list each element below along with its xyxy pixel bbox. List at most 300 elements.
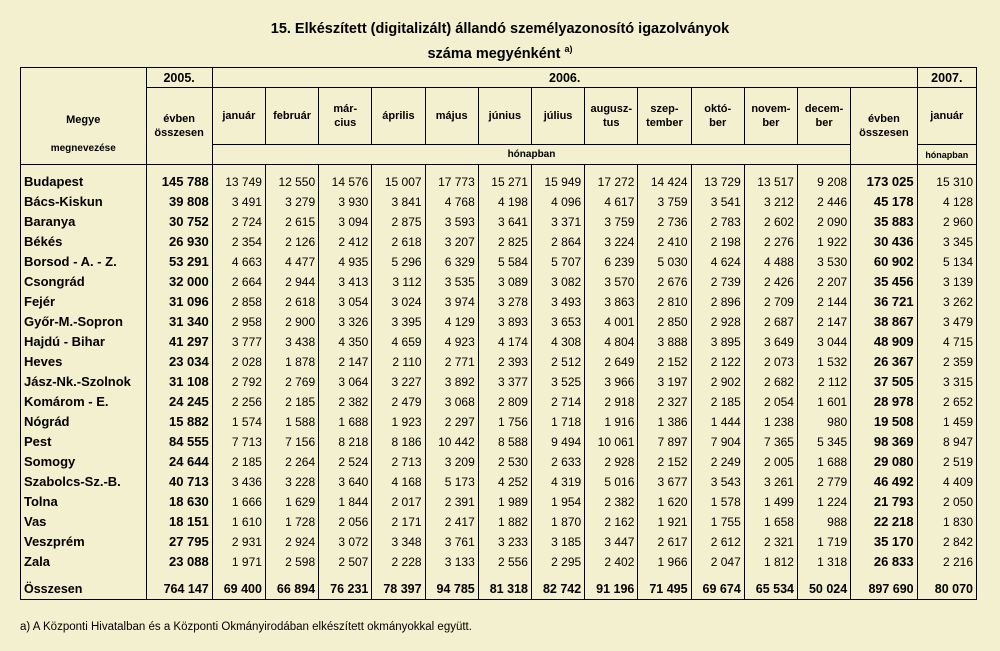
table-cell: 4 624 <box>710 255 741 269</box>
month-column <box>638 165 691 600</box>
table-cell: 2 276 <box>763 235 794 249</box>
table-cell: 30 436 <box>873 234 914 249</box>
table-cell: 1 574 <box>231 415 262 429</box>
table-cell: 9 494 <box>551 435 582 449</box>
table-cell: 2 713 <box>391 455 422 469</box>
table-cell: 2 382 <box>338 395 369 409</box>
table-cell: 3 653 <box>551 315 582 329</box>
table-cell: 18 151 <box>168 514 209 529</box>
table-cell: 2 958 <box>231 315 262 329</box>
table-cell: 3 377 <box>497 375 528 389</box>
table-cell: 3 094 <box>338 215 369 229</box>
table-cell: 2 144 <box>817 295 848 309</box>
table-cell: 2 110 <box>392 355 422 369</box>
table-cell: 2 736 <box>657 215 688 229</box>
month-header: már- cius <box>319 88 372 145</box>
table-cell: Baranya <box>24 214 76 229</box>
year-2006-header: 2006. <box>212 68 917 88</box>
table-cell: 22 218 <box>873 514 914 529</box>
table-cell: 4 308 <box>551 335 582 349</box>
table-cell: 2 810 <box>657 295 688 309</box>
table-cell: 2 297 <box>444 415 475 429</box>
month-column <box>265 165 318 600</box>
table-cell: 2 687 <box>763 315 794 329</box>
table-cell: 3 777 <box>231 335 262 349</box>
table-cell: 4 168 <box>391 475 422 489</box>
table-cell: 2 126 <box>285 235 316 249</box>
table-cell: 3 345 <box>942 235 973 249</box>
month-header: február <box>265 88 318 145</box>
table-cell: Pest <box>24 434 52 449</box>
table-cell: 3 227 <box>391 375 422 389</box>
table-cell: 1 989 <box>497 495 528 509</box>
table-cell: 2 931 <box>231 535 262 549</box>
table-cell: 4 715 <box>942 335 973 349</box>
table-cell: 1 688 <box>817 455 848 469</box>
table-cell: 3 197 <box>657 375 688 389</box>
table-cell: 17 272 <box>597 175 635 189</box>
table-cell: 2 507 <box>338 555 369 569</box>
total-cell: 91 196 <box>596 582 635 596</box>
table-cell: 45 178 <box>873 194 914 209</box>
table-cell: 145 788 <box>161 174 209 189</box>
table-cell: 2 228 <box>391 555 422 569</box>
total-cell: 80 070 <box>934 582 973 596</box>
table-cell: 3 436 <box>231 475 262 489</box>
table-cell: 1 812 <box>763 555 794 569</box>
table-cell: Békés <box>24 234 63 249</box>
table-cell: Komárom - E. <box>24 394 109 409</box>
table-cell: 2 918 <box>604 395 635 409</box>
table-cell: 2 393 <box>497 355 528 369</box>
table-cell: 3 064 <box>338 375 369 389</box>
table-cell: Somogy <box>24 454 76 469</box>
table-cell: 2 171 <box>391 515 422 529</box>
table-cell: 41 297 <box>168 334 209 349</box>
table-cell: 31 340 <box>168 314 209 329</box>
table-cell: 2 615 <box>285 215 316 229</box>
month-header: július <box>531 88 584 145</box>
table-cell: 4 319 <box>551 475 582 489</box>
table-cell: Szabolcs-Sz.-B. <box>24 474 121 489</box>
total-cell: Összesen <box>24 582 83 596</box>
table-cell: 4 923 <box>444 335 475 349</box>
table-cell: 10 442 <box>438 435 475 449</box>
total-cell: 764 147 <box>163 582 209 596</box>
table-cell: 46 492 <box>873 474 914 489</box>
table-cell: 30 752 <box>168 214 209 229</box>
table-cell: 1 444 <box>710 415 741 429</box>
table-cell: 2 512 <box>551 355 582 369</box>
table-cell: 1 971 <box>231 555 262 569</box>
month-column <box>372 165 425 600</box>
table-cell: 40 713 <box>168 474 209 489</box>
table-cell: 2 185 <box>231 455 262 469</box>
table-cell: Jász-Nk.-Szolnok <box>24 374 131 389</box>
table-cell: 1 755 <box>710 515 741 529</box>
table-cell: 2 598 <box>285 555 316 569</box>
month-header: szep- tember <box>638 88 691 145</box>
table-subtitle: száma megyénként $^{a)}$ <box>427 44 573 62</box>
table-cell: 23 034 <box>168 354 209 369</box>
month-header: decem- ber <box>797 88 850 145</box>
table-cell: 13 729 <box>704 175 741 189</box>
table-cell: 3 209 <box>444 455 475 469</box>
jan-2007-column <box>917 165 976 600</box>
table-cell: 3 447 <box>604 535 635 549</box>
table-cell: Hajdú - Bihar <box>24 334 105 349</box>
table-cell: 21 793 <box>873 494 914 509</box>
table-cell: 1 238 <box>763 415 794 429</box>
table-cell: 1 728 <box>285 515 316 529</box>
table-cell: 2 412 <box>338 235 369 249</box>
county-header: Megye megnevezése <box>21 68 147 165</box>
month-column <box>319 165 372 600</box>
total-cell: 78 397 <box>383 582 422 596</box>
table-cell: 3 895 <box>710 335 741 349</box>
month-header: augusz- tus <box>585 88 638 145</box>
table-cell: 14 424 <box>650 175 688 189</box>
table-cell: 2 842 <box>942 535 973 549</box>
table-cell: 1 756 <box>497 415 528 429</box>
table-cell: Fejér <box>24 294 56 309</box>
table-cell: 2 864 <box>551 235 582 249</box>
table-cell: 8 947 <box>942 435 973 449</box>
table-cell: 2 556 <box>497 555 528 569</box>
table-cell: 3 279 <box>285 195 316 209</box>
table-cell: 24 245 <box>168 394 209 409</box>
table-cell: 3 054 <box>338 295 369 309</box>
footnote-marker: a) <box>564 44 573 54</box>
total-cell: 82 742 <box>542 582 582 596</box>
month-header: január <box>212 88 265 145</box>
total-cell: 81 318 <box>489 582 528 596</box>
table-cell: 26 930 <box>168 234 209 249</box>
table-cell: 1 499 <box>763 495 794 509</box>
table-cell: Csongrád <box>24 274 85 289</box>
table-cell: 2 825 <box>497 235 528 249</box>
table-cell: 3 315 <box>942 375 973 389</box>
table-cell: 1 923 <box>391 415 422 429</box>
table-cell: Borsod - A. - Z. <box>24 254 117 269</box>
year-2005-total-header: évben összesen <box>146 88 212 165</box>
table-cell: 2 426 <box>763 275 794 289</box>
table-cell: 13 749 <box>225 175 262 189</box>
total-cell: 71 495 <box>649 582 688 596</box>
table-cell: Tolna <box>24 494 58 509</box>
table-cell: 1 318 <box>817 555 848 569</box>
table-cell: 1 844 <box>338 495 369 509</box>
table-cell: 2 944 <box>285 275 316 289</box>
table-cell: 3 888 <box>657 335 688 349</box>
table-cell: 2 618 <box>285 295 316 309</box>
month-header: május <box>425 88 478 145</box>
table-cell: 2 530 <box>497 455 528 469</box>
table-cell: 2 216 <box>942 555 973 569</box>
month-header-2007: január <box>917 88 976 145</box>
table-cell: 2 652 <box>942 395 973 409</box>
table-cell: 2 207 <box>817 275 848 289</box>
table-cell: 4 001 <box>604 315 635 329</box>
table-cell: 6 239 <box>604 255 635 269</box>
table-cell: 2 709 <box>763 295 794 309</box>
table-cell: 2 112 <box>818 375 848 389</box>
table-cell: 3 841 <box>391 195 422 209</box>
table-cell: 3 024 <box>391 295 422 309</box>
table-cell: 9 208 <box>817 175 848 189</box>
table-cell: 14 576 <box>331 175 369 189</box>
footnote: a) A Központi Hivatalban és a Központi Okmányirodában elkészített okmányokkal együtt. <box>20 621 472 633</box>
table-cell: 3 966 <box>604 375 635 389</box>
data-table <box>20 67 977 600</box>
table-cell: 4 128 <box>942 195 973 209</box>
table-cell: 1 601 <box>817 395 848 409</box>
table-cell: Nógrád <box>24 414 70 429</box>
table-cell: 2 295 <box>551 555 582 569</box>
table-cell: 4 198 <box>497 195 528 209</box>
month-header: októ- ber <box>691 88 744 145</box>
table-cell: 15 007 <box>384 175 422 189</box>
table-cell: 3 570 <box>604 275 635 289</box>
table-cell: 3 395 <box>391 315 422 329</box>
table-cell: 2 769 <box>285 375 316 389</box>
table-cell: 3 112 <box>392 275 422 289</box>
table-cell: 4 488 <box>763 255 794 269</box>
month-column <box>585 165 638 600</box>
table-cell: 3 089 <box>497 275 528 289</box>
table-cell: 1 921 <box>657 515 688 529</box>
table-cell: 3 348 <box>391 535 422 549</box>
table-cell: 36 721 <box>873 294 914 309</box>
table-cell: 3 649 <box>763 335 794 349</box>
table-cell: 2 327 <box>657 395 688 409</box>
table-cell: 2 792 <box>231 375 262 389</box>
month-column <box>744 165 797 600</box>
table-cell: 2 902 <box>710 375 741 389</box>
table-cell: 10 061 <box>597 435 635 449</box>
table-cell: 2 714 <box>551 395 582 409</box>
table-cell: Vas <box>24 514 47 529</box>
table-cell: 2 054 <box>763 395 794 409</box>
table-cell: 2 359 <box>942 355 973 369</box>
table-cell: 3 893 <box>497 315 528 329</box>
month-column <box>797 165 850 600</box>
table-cell: 19 508 <box>873 414 914 429</box>
table-cell: 2 524 <box>338 455 369 469</box>
table-cell: 32 000 <box>168 274 209 289</box>
table-cell: 3 535 <box>444 275 475 289</box>
table-cell: 2 850 <box>657 315 688 329</box>
monthly-unit-label: hónapban <box>212 145 850 165</box>
table-cell: 3 224 <box>604 235 635 249</box>
table-cell: 53 291 <box>168 254 209 269</box>
table-cell: 5 707 <box>551 255 582 269</box>
table-cell: 2 928 <box>710 315 741 329</box>
total-cell: 69 400 <box>223 582 262 596</box>
table-cell: 2 185 <box>285 395 316 409</box>
table-cell: 4 659 <box>391 335 422 349</box>
month-column <box>212 165 265 600</box>
table-cell: 1 620 <box>657 495 688 509</box>
table-cell: 1 882 <box>497 515 528 529</box>
table-cell: 2 249 <box>710 455 741 469</box>
table-cell: 3 525 <box>551 375 582 389</box>
table-cell: 5 584 <box>497 255 528 269</box>
table-cell: 98 369 <box>873 434 914 449</box>
table-cell: 38 867 <box>873 314 914 329</box>
table-cell: 2 050 <box>942 495 973 509</box>
year-2006-total-header: évben összesen <box>851 88 917 165</box>
table-cell: 13 517 <box>757 175 794 189</box>
table-cell: 8 588 <box>497 435 528 449</box>
table-cell: 5 134 <box>942 255 973 269</box>
table-cell: 173 025 <box>866 174 914 189</box>
table-cell: 2 256 <box>231 395 262 409</box>
table-cell: 3 072 <box>338 535 369 549</box>
total-cell: 76 231 <box>330 582 369 596</box>
table-cell: 35 456 <box>873 274 914 289</box>
table-cell: 2 391 <box>444 495 475 509</box>
table-cell: 2 779 <box>817 475 848 489</box>
table-cell: 1 966 <box>657 555 688 569</box>
table-cell: 17 773 <box>438 175 475 189</box>
table-cell: 2 602 <box>763 215 794 229</box>
table-cell: 2 152 <box>657 355 688 369</box>
table-cell: 2 649 <box>604 355 635 369</box>
table-cell: 2 152 <box>657 455 688 469</box>
total-cell: 65 534 <box>755 582 794 596</box>
table-cell: 7 904 <box>710 435 741 449</box>
table-cell: 3 278 <box>497 295 528 309</box>
table-cell: 2 005 <box>763 455 794 469</box>
table-cell: 31 108 <box>168 374 209 389</box>
table-cell: 3 530 <box>817 255 848 269</box>
table-cell: 1 718 <box>551 415 582 429</box>
table-cell: 2 147 <box>817 315 848 329</box>
table-cell: 37 505 <box>873 374 914 389</box>
table-cell: 31 096 <box>168 294 209 309</box>
table-cell: 3 133 <box>444 555 475 569</box>
table-cell: 3 974 <box>444 295 475 309</box>
table-cell: 1 922 <box>817 235 848 249</box>
table-cell: Budapest <box>24 174 84 189</box>
table-cell: Győr-M.-Sopron <box>24 314 123 329</box>
table-cell: 15 882 <box>168 414 209 429</box>
table-cell: Zala <box>24 554 51 569</box>
table-cell: 4 252 <box>497 475 528 489</box>
table-cell: 2 147 <box>338 355 369 369</box>
table-cell: 8 218 <box>338 435 369 449</box>
table-cell: 3 759 <box>604 215 635 229</box>
table-cell: 2 056 <box>338 515 369 529</box>
table-cell: 2 724 <box>231 215 262 229</box>
table-cell: 2 417 <box>444 515 475 529</box>
table-cell: 5 173 <box>444 475 475 489</box>
table-cell: 3 438 <box>285 335 316 349</box>
table-cell: 2 809 <box>497 395 528 409</box>
table-cell: 2 896 <box>710 295 741 309</box>
table-cell: Heves <box>24 354 63 369</box>
table-cell: 1 629 <box>285 495 316 509</box>
table-cell: 2 519 <box>942 455 973 469</box>
table-cell: 4 477 <box>285 255 316 269</box>
table-cell: 2 924 <box>285 535 316 549</box>
table-cell: 27 795 <box>168 534 209 549</box>
table-cell: 1 459 <box>942 415 973 429</box>
year-2005-column <box>146 165 212 600</box>
table-cell: 2 028 <box>231 355 262 369</box>
table-cell: 2 198 <box>710 235 741 249</box>
table-cell: 1 578 <box>710 495 741 509</box>
table-cell: 2 321 <box>763 535 794 549</box>
table-cell: 1 870 <box>551 515 582 529</box>
table-cell: Bács-Kiskun <box>24 194 103 209</box>
table-cell: 4 096 <box>551 195 582 209</box>
table-cell: 2 354 <box>231 235 262 249</box>
table-cell: 1 666 <box>231 495 262 509</box>
table-cell: 3 139 <box>942 275 973 289</box>
table-cell: 3 413 <box>338 275 369 289</box>
table-cell: 988 <box>827 515 848 529</box>
month-column <box>478 165 531 600</box>
table-cell: 3 326 <box>338 315 369 329</box>
table-cell: 15 949 <box>544 175 582 189</box>
table-cell: 48 909 <box>873 334 914 349</box>
table-cell: 28 978 <box>873 394 914 409</box>
total-cell: 66 894 <box>276 582 316 596</box>
month-column <box>531 165 584 600</box>
table-cell: 2 382 <box>604 495 635 509</box>
table-cell: 4 174 <box>497 335 528 349</box>
table-cell: 84 555 <box>168 434 209 449</box>
table-cell: 3 491 <box>231 195 262 209</box>
total-cell: 69 674 <box>702 582 741 596</box>
table-cell: 26 367 <box>873 354 914 369</box>
table-cell: 3 543 <box>710 475 741 489</box>
month-header: június <box>478 88 531 145</box>
table-cell: 2 073 <box>763 355 794 369</box>
table-cell: 5 030 <box>657 255 688 269</box>
table-cell: 4 350 <box>338 335 369 349</box>
year-2007-header: 2007. <box>917 68 976 88</box>
table-cell: 2 783 <box>710 215 741 229</box>
table-cell: 2 858 <box>231 295 262 309</box>
table-cell: 3 228 <box>285 475 316 489</box>
table-cell: 2 739 <box>710 275 741 289</box>
table-cell: 3 930 <box>338 195 369 209</box>
table-cell: 3 371 <box>551 215 582 229</box>
table-cell: 2 900 <box>285 315 316 329</box>
table-cell: 1 532 <box>817 355 848 369</box>
table-cell: 3 207 <box>444 235 475 249</box>
table-cell: 2 771 <box>444 355 475 369</box>
table-cell: 1 588 <box>285 415 316 429</box>
table-cell: 3 044 <box>817 335 848 349</box>
table-cell: 2 617 <box>657 535 688 549</box>
table-cell: 7 156 <box>285 435 316 449</box>
table-cell: 1 688 <box>338 415 369 429</box>
month-column <box>425 165 478 600</box>
table-cell: 3 761 <box>444 535 475 549</box>
table-cell: 2 264 <box>285 455 316 469</box>
table-cell: 15 271 <box>491 175 528 189</box>
table-cell: 2 682 <box>763 375 794 389</box>
total-cell: 897 690 <box>868 582 914 596</box>
table-cell: 7 897 <box>657 435 688 449</box>
year-2005-header: 2005. <box>146 68 212 88</box>
table-cell: 7 365 <box>763 435 794 449</box>
table-cell: 4 617 <box>604 195 635 209</box>
